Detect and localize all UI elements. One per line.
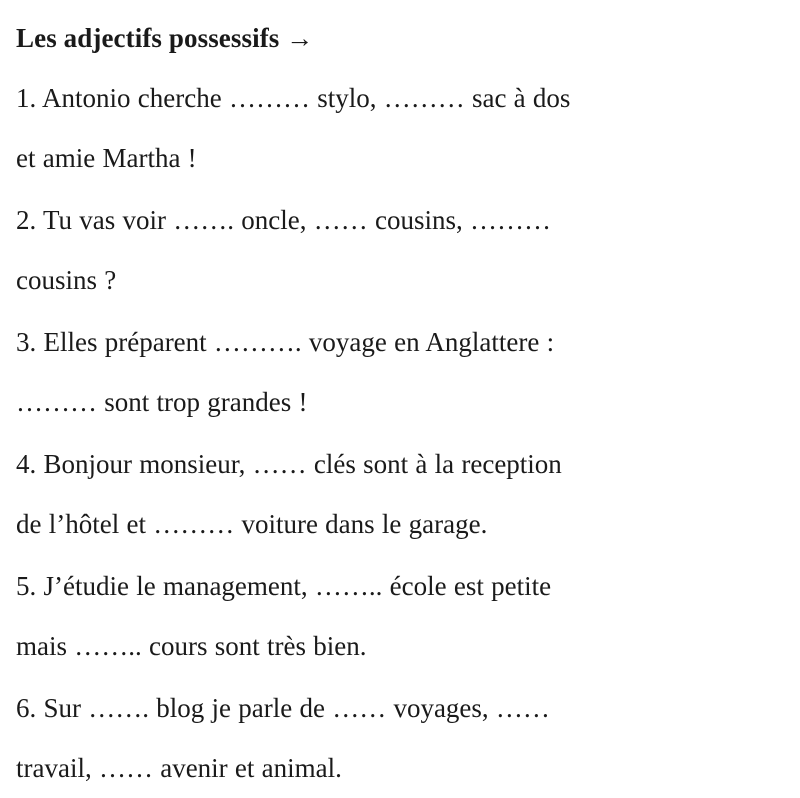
exercise-item-5-line-1: 5. J’étudie le management, …….. école est petite bbox=[16, 571, 552, 601]
exercise-item-6 bbox=[16, 678, 784, 798]
exercise-list bbox=[16, 68, 784, 798]
exercise-item-6-line-2: travail, …… avenir et animal. bbox=[16, 753, 342, 783]
exercise-item-5 bbox=[16, 556, 784, 676]
exercise-item-6-line-1: 6. Sur ……. blog je parle de …… voyages, …… bbox=[16, 693, 550, 723]
exercise-item-1-line-1: 1. Antonio cherche ……… stylo, ……… sac à dos bbox=[16, 83, 571, 113]
exercise-item-5-line-2: mais …….. cours sont très bien. bbox=[16, 631, 367, 661]
exercise-item-1-line-2: et amie Martha ! bbox=[16, 143, 197, 173]
exercise-item-1 bbox=[16, 68, 784, 188]
exercise-item-4-line-2: de l’hôtel et ……… voiture dans le garage. bbox=[16, 509, 488, 539]
exercise-item-3 bbox=[16, 312, 784, 432]
exercise-item-2 bbox=[16, 190, 784, 310]
exercise-item-4 bbox=[16, 434, 784, 554]
exercise-item-4-line-1: 4. Bonjour monsieur, …… clés sont à la reception bbox=[16, 449, 562, 479]
exercise-item-3-line-2: ……… sont trop grandes ! bbox=[16, 387, 308, 417]
exercise-item-3-line-1: 3. Elles préparent ………. voyage en Anglattere : bbox=[16, 327, 555, 357]
exercise-item-2-line-2: cousins ? bbox=[16, 265, 117, 295]
exercise-item-2-line-1: 2. Tu vas voir ……. oncle, …… cousins, ……… bbox=[16, 205, 552, 235]
page-title: Les adjectifs possessifs → bbox=[16, 23, 314, 53]
